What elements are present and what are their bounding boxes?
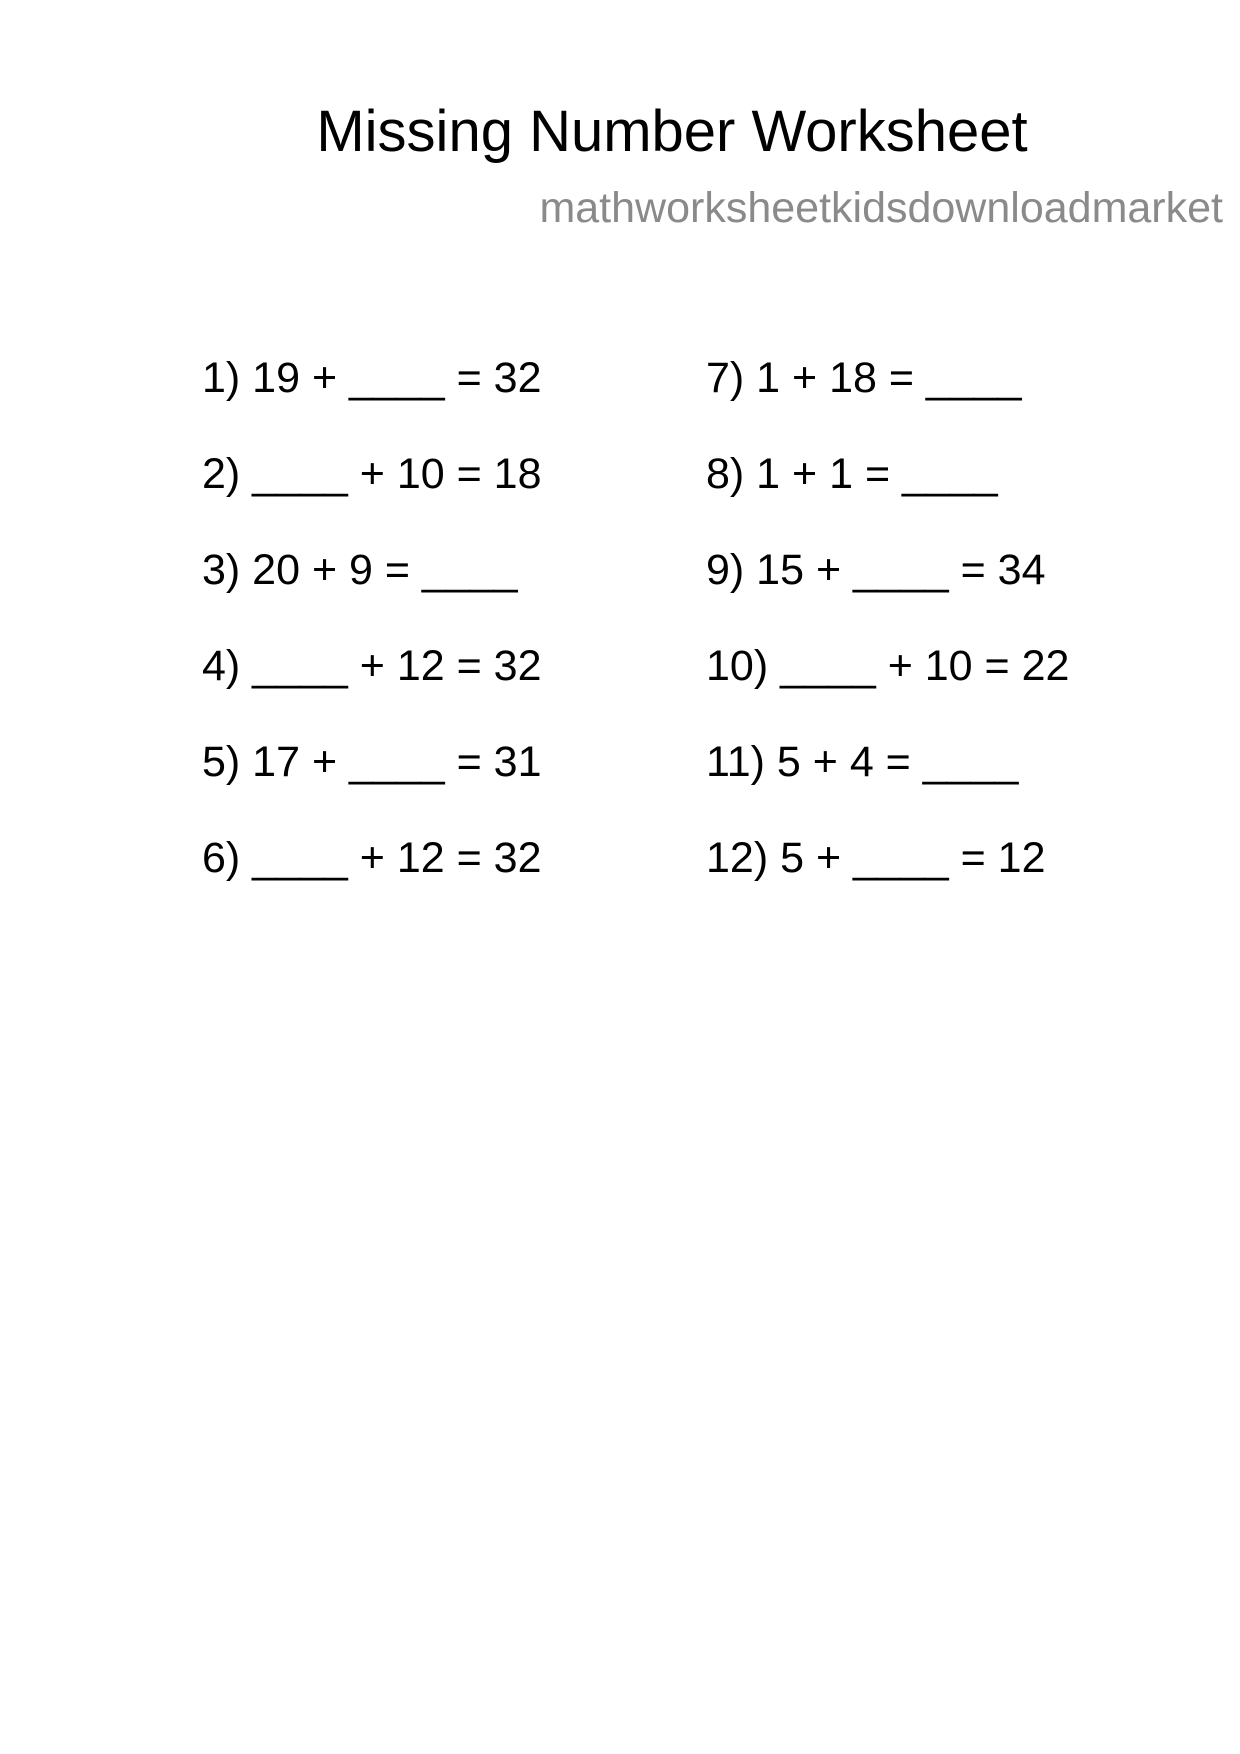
problem-item: 6) ____ + 12 = 32 — [202, 834, 542, 882]
problem-item: 2) ____ + 10 = 18 — [202, 450, 542, 498]
problem-list-right — [706, 345, 1069, 921]
worksheet-source: mathworksheetkidsdownloadmarket — [539, 184, 1223, 232]
problem-item: 12) 5 + ____ = 12 — [706, 834, 1046, 882]
problem-item: 10) ____ + 10 = 22 — [706, 642, 1070, 690]
problem-item: 1) 19 + ____ = 32 — [202, 354, 542, 402]
problem-item: 4) ____ + 12 = 32 — [202, 642, 542, 690]
problem-list-left — [202, 345, 542, 921]
problem-item: 5) 17 + ____ = 31 — [202, 738, 542, 786]
problem-item: 3) 20 + 9 = ____ — [202, 546, 518, 594]
worksheet-title: Missing Number Worksheet — [316, 99, 1028, 164]
problem-item: 9) 15 + ____ = 34 — [706, 546, 1046, 594]
problem-item: 7) 1 + 18 = ____ — [706, 354, 1022, 402]
problem-item: 8) 1 + 1 = ____ — [706, 450, 998, 498]
problem-item: 11) 5 + 4 = ____ — [706, 738, 1019, 786]
